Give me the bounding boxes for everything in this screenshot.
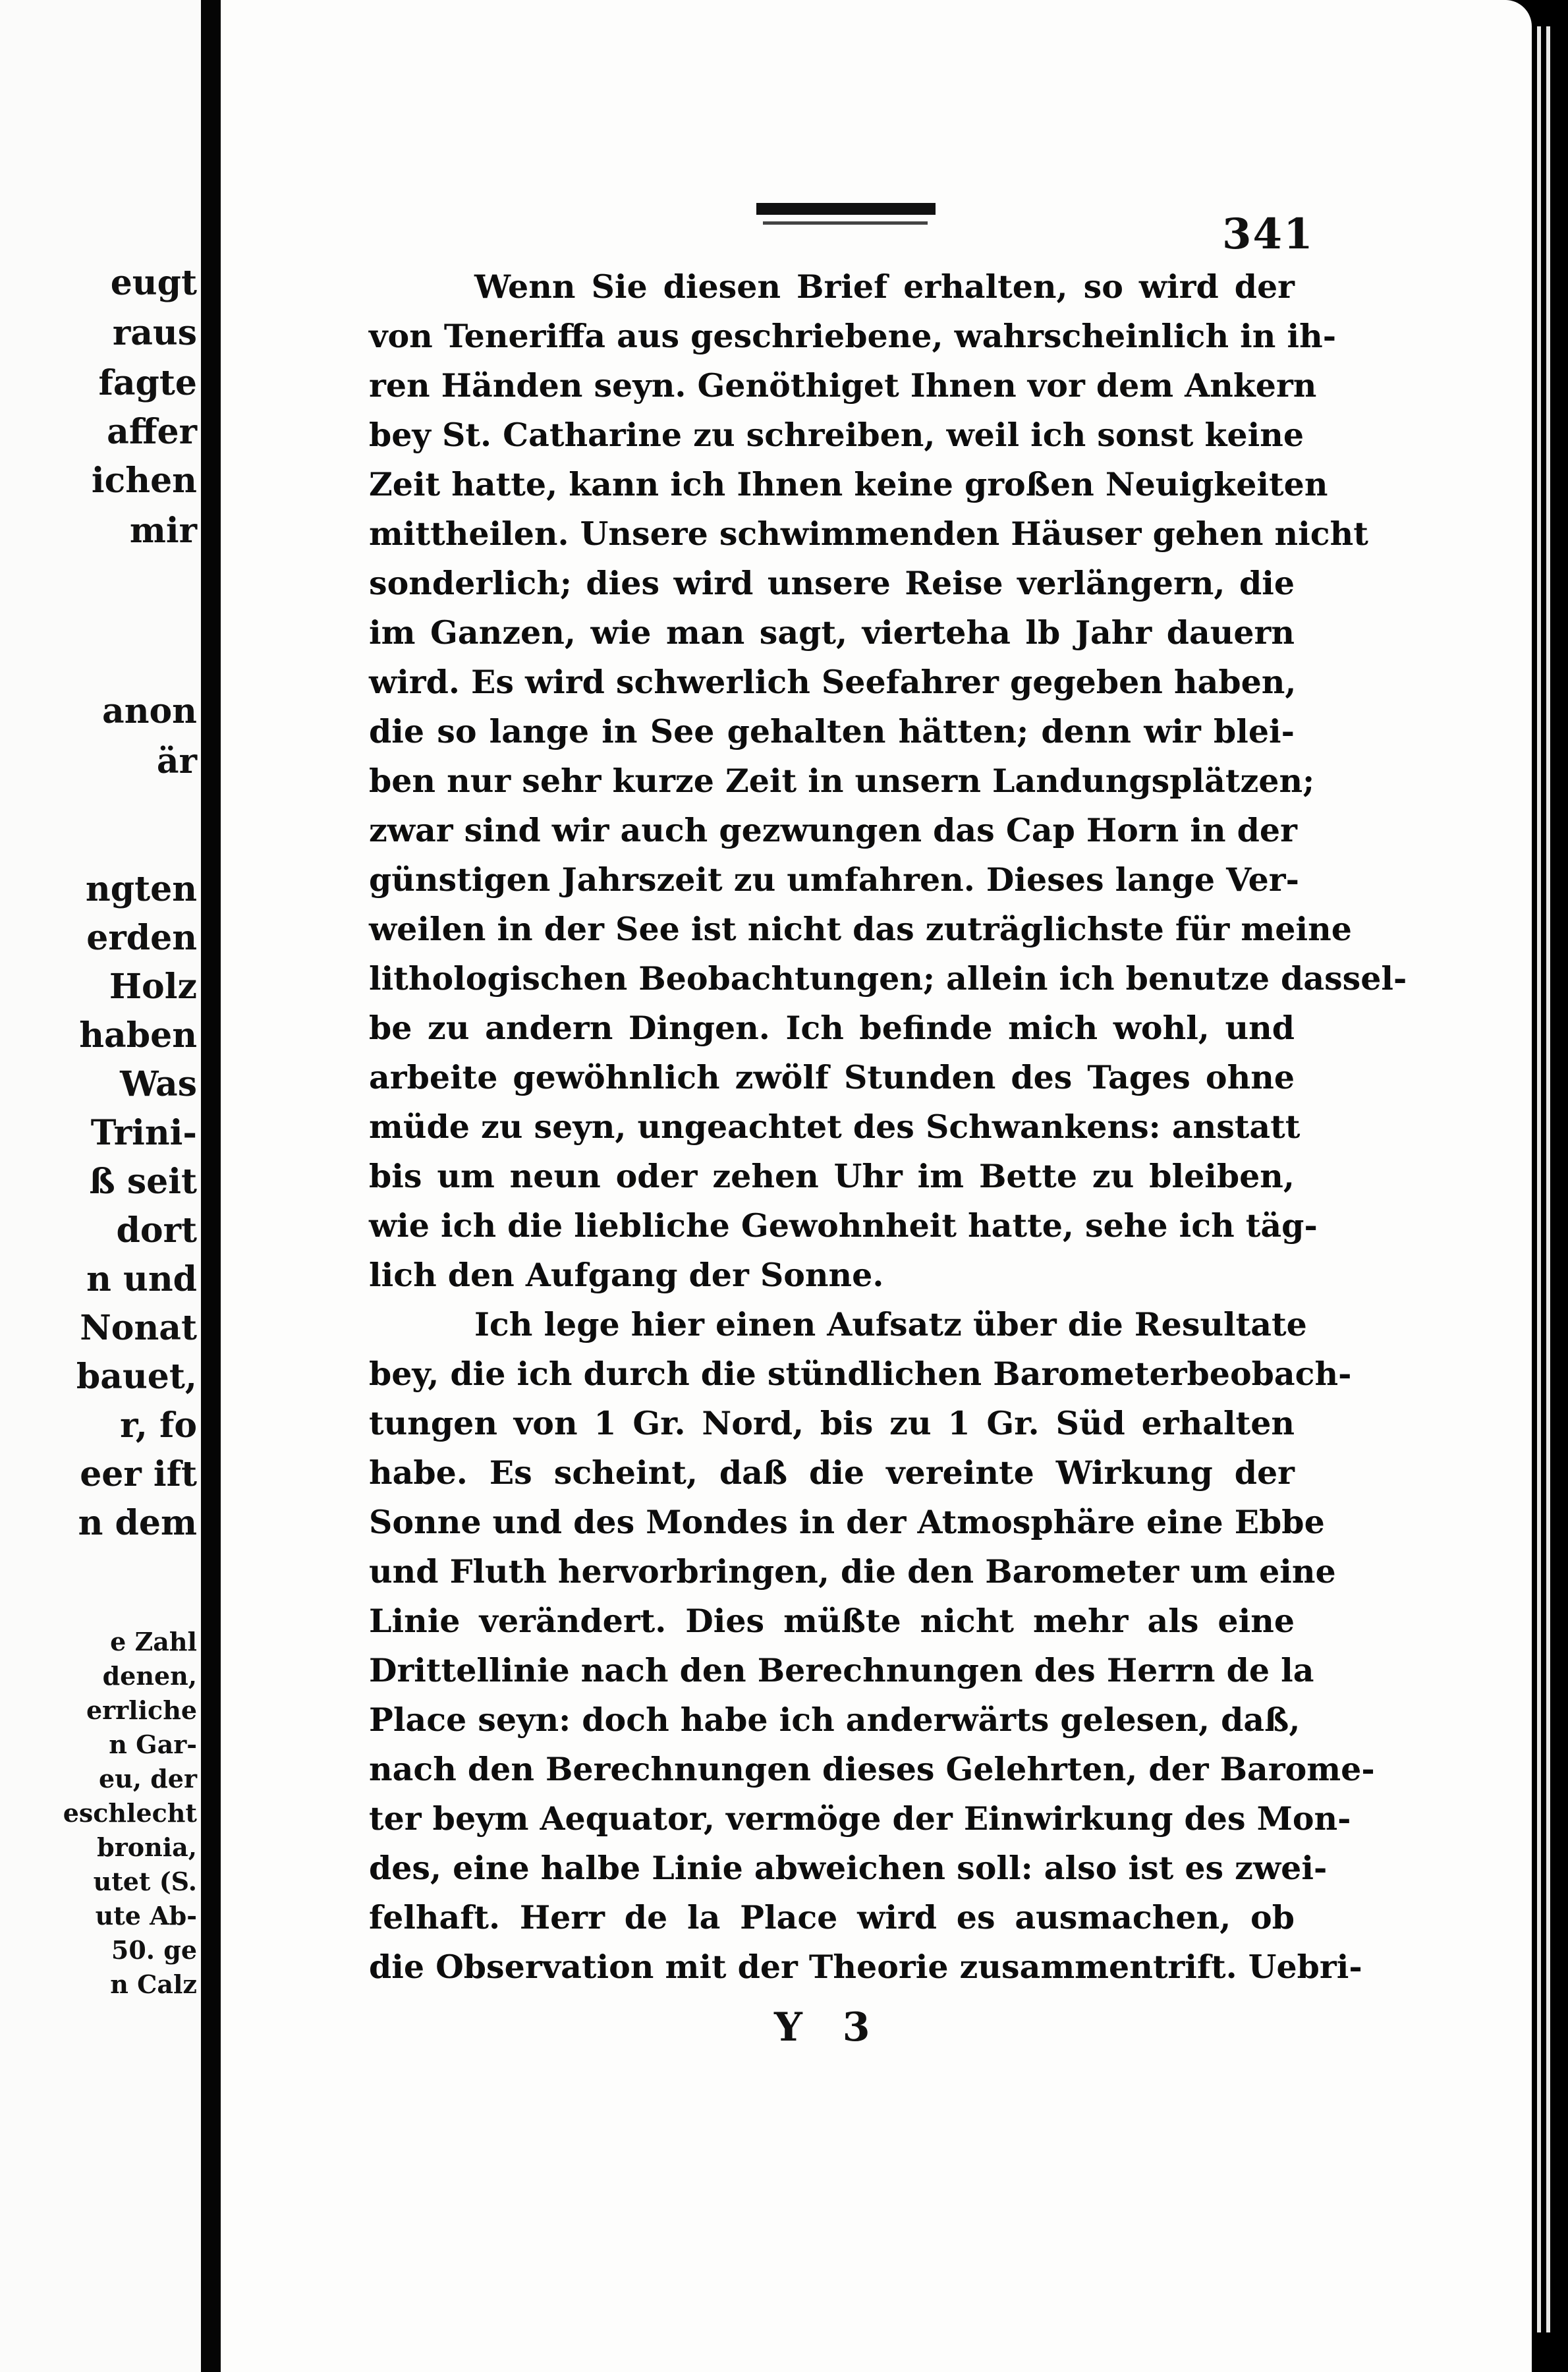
text-line: im Ganzen, wie man sagt, vierteha lb Jahr dauern	[369, 613, 1295, 652]
left-page-note-line: denen,	[102, 1661, 197, 1691]
left-page-line: raus	[112, 313, 197, 353]
left-page-note-line: eu, der	[98, 1764, 197, 1793]
left-page-line: ß seit	[89, 1162, 197, 1202]
text-line: wird. Es wird schwerlich Seefahrer gegeben haben,	[369, 663, 1297, 701]
left-page-line: dort	[116, 1210, 197, 1251]
left-page-note-line: errliche	[86, 1695, 197, 1725]
text-line: lich den Aufgang der Sonne.	[369, 1256, 884, 1294]
text-line: mittheilen. Unsere schwimmenden Häuser gehen nicht	[369, 515, 1368, 553]
page-edge	[1532, 0, 1568, 2372]
text-line: Ich lege hier einen Aufsatz über die Resultate	[474, 1305, 1307, 1343]
text-line: ben nur sehr kurze Zeit in unsern Landungsplätzen;	[369, 762, 1315, 800]
left-page-line: eer ift	[80, 1454, 197, 1494]
left-page-note-line: n Calz	[110, 1969, 197, 1999]
text-line: sonderlich; dies wird unsere Reise verlängern, die	[369, 564, 1295, 602]
left-page-note-line: ute Ab-	[95, 1901, 197, 1931]
signature-mark: Y 3	[774, 2004, 883, 2050]
left-page-line: ichen	[91, 461, 197, 501]
left-page-note-line: bronia,	[97, 1832, 197, 1862]
left-page-line: Nonat	[80, 1308, 197, 1348]
text-line: Wenn Sie diesen Brief erhalten, so wird der	[474, 268, 1295, 306]
text-line: des, eine halbe Linie abweichen soll: also ist es zwei-	[369, 1849, 1328, 1887]
left-page-fragment	[0, 0, 201, 2372]
text-line: Place seyn: doch habe ich anderwärts gelesen, daß,	[369, 1701, 1301, 1739]
left-page-line: erden	[86, 918, 197, 958]
page-edge-strip	[1537, 26, 1541, 2332]
left-page-line: affer	[107, 412, 197, 452]
text-line: günstigen Jahrszeit zu umfahren. Dieses lange Ver-	[369, 861, 1299, 899]
text-line: ren Händen seyn. Genöthiget Ihnen vor dem Ankern	[369, 366, 1317, 405]
left-page-line: haben	[79, 1015, 197, 1056]
text-line: Drittellinie nach den Berechnungen des Herrn de la	[369, 1651, 1314, 1689]
text-line: und Fluth hervorbringen, die den Barometer um eine	[369, 1552, 1336, 1591]
text-line: wie ich die liebliche Gewohnheit hatte, sehe ich täg-	[369, 1206, 1318, 1245]
left-page-note-line: eschlecht	[63, 1798, 197, 1828]
page-number: 341	[1222, 210, 1314, 259]
text-line: die so lange in See gehalten hätten; denn wir blei-	[369, 712, 1295, 750]
text-line: bey St. Catharine zu schreiben, weil ich sonst keine	[369, 416, 1304, 454]
text-line: Sonne und des Mondes in der Atmosphäre eine Ebbe	[369, 1503, 1325, 1541]
text-line: tungen von 1 Gr. Nord, bis zu 1 Gr. Süd erhalten	[369, 1404, 1295, 1442]
text-line: Linie verändert. Dies müßte nicht mehr als eine	[369, 1602, 1295, 1640]
page-edge-strip	[1546, 26, 1550, 2332]
text-line: nach den Berechnungen dieses Gelehrten, der Barome-	[369, 1750, 1375, 1788]
text-line: arbeite gewöhnlich zwölf Stunden des Tages ohne	[369, 1058, 1295, 1096]
text-line: die Observation mit der Theorie zusammentrift. Uebri-	[369, 1948, 1362, 1986]
left-page-line: ngten	[85, 869, 197, 909]
text-line: bis um neun oder zehen Uhr im Bette zu bleiben,	[369, 1157, 1295, 1195]
left-page-line: Trini-	[90, 1113, 197, 1153]
left-page-note-line: utet (S.	[93, 1867, 197, 1896]
text-line: felhaft. Herr de la Place wird es ausmachen, ob	[369, 1898, 1295, 1936]
text-line: bey, die ich durch die stündlichen Barometerbeobach-	[369, 1355, 1352, 1393]
text-line: ter beym Aequator, vermöge der Einwirkung des Mon-	[369, 1799, 1351, 1838]
left-page-note-line: n Gar-	[109, 1730, 197, 1759]
header-rule	[756, 203, 936, 215]
left-page-line: Holz	[109, 967, 197, 1007]
left-page-line: fagte	[98, 363, 197, 403]
left-page-line: Was	[120, 1064, 197, 1104]
header-rule-thin	[763, 221, 928, 225]
left-page-line: är	[156, 741, 197, 781]
left-page-line: r, fo	[120, 1405, 197, 1446]
text-line: von Teneriffa aus geschriebene, wahrscheinlich in ih-	[369, 317, 1337, 355]
text-line: lithologischen Beobachtungen; allein ich benutze dassel-	[369, 959, 1407, 998]
text-line: zwar sind wir auch gezwungen das Cap Horn in der	[369, 811, 1297, 849]
body-text	[369, 262, 1407, 1992]
book-gutter	[201, 0, 221, 2372]
left-page-note-line: 50. ge	[111, 1935, 197, 1965]
text-line: weilen in der See ist nicht das zuträglichste für meine	[369, 910, 1352, 948]
text-line: habe. Es scheint, daß die vereinte Wirkung der	[369, 1454, 1295, 1492]
left-page-line: n dem	[78, 1503, 197, 1543]
left-page-note-line: e Zahl	[110, 1627, 197, 1656]
text-line: Zeit hatte, kann ich Ihnen keine großen Neuigkeiten	[369, 465, 1328, 503]
text-line: müde zu seyn, ungeachtet des Schwankens: anstatt	[369, 1108, 1301, 1146]
left-page-line: mir	[129, 511, 197, 551]
text-line: be zu andern Dingen. Ich befinde mich wohl, und	[369, 1009, 1295, 1047]
left-page-line: anon	[102, 691, 197, 731]
left-page-line: n und	[86, 1259, 197, 1299]
left-page-line: eugt	[110, 263, 197, 303]
left-page-line: bauet,	[76, 1357, 197, 1397]
